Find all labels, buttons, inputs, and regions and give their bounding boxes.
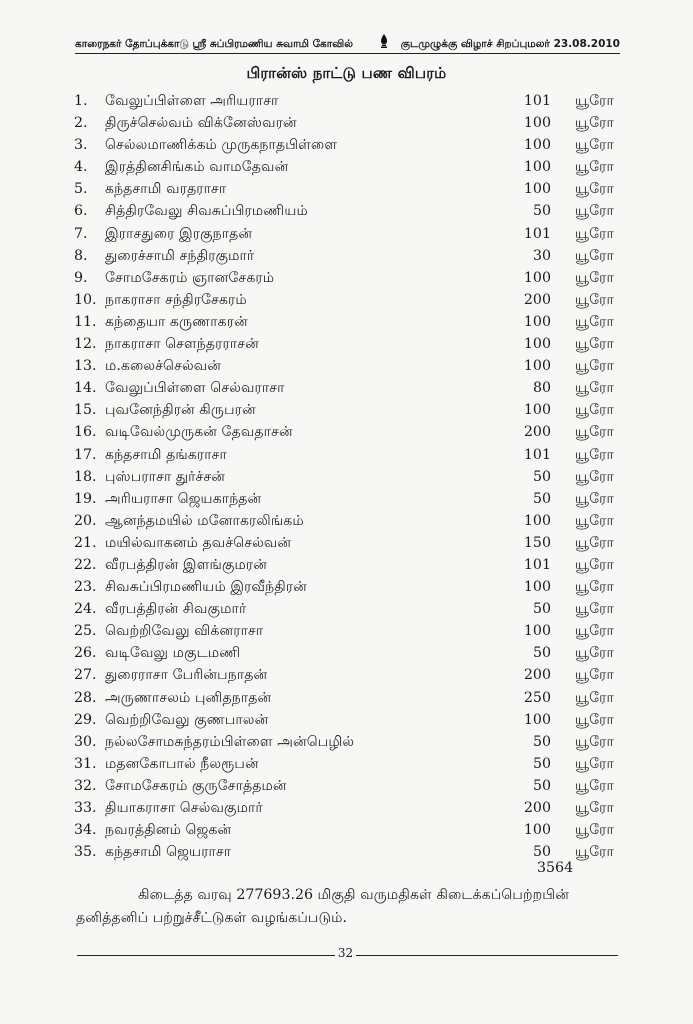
donation-amount: 100 bbox=[523, 358, 551, 375]
donation-list bbox=[74, 90, 619, 863]
donation-amount: 200 bbox=[523, 667, 551, 684]
donor-name: வெற்றிவேலு குணபாலன் bbox=[105, 711, 269, 728]
list-item bbox=[74, 245, 619, 267]
list-item bbox=[74, 90, 619, 112]
list-item bbox=[74, 377, 619, 399]
donor-name: கந்தசாமி வரதராசா bbox=[105, 181, 227, 198]
donation-amount: 100 bbox=[523, 115, 551, 132]
donation-amount: 200 bbox=[523, 424, 551, 441]
donor-name: துரைராசா பேரின்பநாதன் bbox=[105, 667, 268, 684]
temple-lamp-icon bbox=[379, 34, 389, 48]
list-item bbox=[74, 532, 619, 554]
donor-name: நாகராசா சந்திரசேகரம் bbox=[105, 291, 247, 308]
donation-amount: 100 bbox=[523, 137, 551, 154]
header-souvenir-date: குடமுழுக்கு விழாச் சிறப்புமலர் 23.08.2010 bbox=[400, 38, 620, 50]
list-item bbox=[74, 355, 619, 377]
currency-label: யூரோ bbox=[575, 291, 614, 308]
currency-label: யூரோ bbox=[575, 269, 614, 286]
currency-label: யூரோ bbox=[575, 755, 614, 772]
entry-number: 32. bbox=[74, 777, 97, 794]
donation-amount: 50 bbox=[532, 601, 551, 618]
list-item bbox=[74, 421, 619, 443]
donor-name: வீரபத்திரன் இளங்குமரன் bbox=[105, 556, 267, 573]
currency-label: யூரோ bbox=[575, 822, 614, 839]
list-item bbox=[74, 267, 619, 289]
currency-label: யூரோ bbox=[575, 313, 614, 330]
donation-amount: 100 bbox=[523, 313, 551, 330]
entry-number: 3. bbox=[74, 137, 88, 154]
donation-amount: 50 bbox=[532, 844, 551, 861]
page-title: பிரான்ஸ் நாட்டு பண விபரம் bbox=[246, 64, 447, 82]
currency-label: யூரோ bbox=[575, 733, 614, 750]
donation-amount: 100 bbox=[523, 269, 551, 286]
currency-label: யூரோ bbox=[575, 137, 614, 154]
entry-number: 8. bbox=[74, 247, 88, 264]
currency-label: யூரோ bbox=[575, 181, 614, 198]
donation-amount: 101 bbox=[523, 93, 551, 109]
donor-name: நல்லசோமசுந்தரம்பிள்ளை அன்பெழில் bbox=[105, 733, 355, 750]
donation-amount: 101 bbox=[523, 225, 551, 242]
list-item bbox=[74, 333, 619, 355]
list-item bbox=[74, 289, 619, 311]
donation-amount: 50 bbox=[532, 203, 551, 220]
entry-number: 11. bbox=[74, 313, 97, 330]
currency-label: யூரோ bbox=[575, 844, 614, 861]
footer-divider-left bbox=[77, 955, 335, 956]
donor-name: சித்திரவேலு சிவசுப்பிரமணியம் bbox=[105, 203, 308, 220]
entry-number: 5. bbox=[74, 181, 88, 198]
list-item bbox=[74, 554, 619, 576]
donor-name: வேலுப்பிள்ளை அரியராசா bbox=[105, 93, 279, 109]
donation-amount: 80 bbox=[532, 380, 551, 397]
list-item bbox=[74, 819, 619, 841]
entry-number: 2. bbox=[74, 115, 88, 132]
donation-amount: 200 bbox=[523, 800, 551, 816]
note-line-1: கிடைத்த வரவு 277693.26 மிகுதி வருமதிகள் கிடைக்கப்பெற்றபின் bbox=[138, 887, 570, 903]
donor-name: ஆனந்தமயில் மனோகரலிங்கம் bbox=[105, 512, 304, 529]
entry-number: 4. bbox=[74, 159, 88, 176]
entry-number: 16. bbox=[74, 424, 97, 441]
donation-amount: 100 bbox=[523, 711, 551, 728]
currency-label: யூரோ bbox=[575, 225, 614, 242]
donation-amount: 50 bbox=[532, 645, 551, 662]
entry-number: 24. bbox=[74, 601, 97, 618]
donation-amount: 100 bbox=[523, 822, 551, 839]
donor-name: ம.கலைச்செல்வன் bbox=[105, 358, 222, 375]
entry-number: 14. bbox=[74, 380, 97, 397]
donation-amount: 50 bbox=[532, 490, 551, 507]
currency-label: யூரோ bbox=[575, 490, 614, 507]
entry-number: 7. bbox=[74, 225, 88, 242]
currency-label: யூரோ bbox=[575, 689, 614, 706]
entry-number: 10. bbox=[74, 291, 97, 308]
list-item bbox=[74, 200, 619, 222]
donor-name: கந்தசாமி ஜெயராசா bbox=[105, 844, 232, 861]
currency-label: யூரோ bbox=[575, 247, 614, 264]
entry-number: 28. bbox=[74, 689, 97, 706]
donor-name: வெற்றிவேலு விக்னராசா bbox=[105, 623, 264, 640]
list-item bbox=[74, 399, 619, 421]
list-item bbox=[74, 709, 619, 731]
donor-name: இராசதுரை இரகுநாதன் bbox=[105, 225, 253, 242]
currency-label: யூரோ bbox=[575, 601, 614, 618]
currency-label: யூரோ bbox=[575, 623, 614, 640]
donation-amount: 101 bbox=[523, 446, 551, 463]
header-temple-name: காரைநகர் தோப்புக்காடு ஸ்ரீ சுப்பிரமணிய சுவாமி கோவில் bbox=[75, 38, 353, 50]
currency-label: யூரோ bbox=[575, 579, 614, 596]
donation-amount: 250 bbox=[523, 689, 551, 706]
donor-name: புவனேந்திரன் கிருபரன் bbox=[105, 402, 256, 419]
currency-label: யூரோ bbox=[575, 534, 614, 551]
list-item bbox=[74, 687, 619, 709]
list-item bbox=[74, 576, 619, 598]
list-item bbox=[74, 598, 619, 620]
donor-name: கந்தையா கருணாகரன் bbox=[105, 313, 248, 330]
donor-name: மதனகோபால் நீலரூபன் bbox=[105, 755, 259, 772]
total-amount: 3564 bbox=[537, 860, 574, 876]
entry-number: 19. bbox=[74, 490, 97, 507]
list-item bbox=[74, 134, 619, 156]
entry-number: 34. bbox=[74, 822, 97, 839]
currency-label: யூரோ bbox=[575, 402, 614, 419]
list-item bbox=[74, 178, 619, 200]
currency-label: யூரோ bbox=[575, 380, 614, 397]
donor-name: இரத்தினசிங்கம் வாமதேவன் bbox=[105, 159, 289, 176]
list-item bbox=[74, 642, 619, 664]
donor-name: மயில்வாகனம் தவச்செல்வன் bbox=[105, 534, 292, 551]
entry-number: 29. bbox=[74, 711, 97, 728]
list-item bbox=[74, 156, 619, 178]
currency-label: யூரோ bbox=[575, 358, 614, 375]
entry-number: 17. bbox=[74, 446, 97, 463]
list-item bbox=[74, 620, 619, 642]
currency-label: யூரோ bbox=[575, 468, 614, 485]
entry-number: 25. bbox=[74, 623, 97, 640]
entry-number: 31. bbox=[74, 755, 97, 772]
entry-number: 18. bbox=[74, 468, 97, 485]
entry-number: 23. bbox=[74, 579, 97, 596]
entry-number: 13. bbox=[74, 358, 97, 375]
currency-label: யூரோ bbox=[575, 711, 614, 728]
donor-name: சிவசுப்பிரமணியம் இரவீந்திரன் bbox=[105, 579, 307, 596]
donor-name: நவரத்தினம் ஜெகன் bbox=[105, 822, 232, 839]
donor-name: வடிவேல்முருகன் தேவதாசன் bbox=[105, 424, 293, 441]
list-item bbox=[74, 731, 619, 753]
donation-amount: 50 bbox=[532, 733, 551, 750]
donor-name: திருச்செல்வம் விக்னேஸ்வரன் bbox=[105, 115, 297, 132]
list-item bbox=[74, 466, 619, 488]
page-number: 32 bbox=[337, 946, 354, 960]
entry-number: 35. bbox=[74, 844, 97, 861]
list-item bbox=[74, 753, 619, 775]
entry-number: 22. bbox=[74, 556, 97, 573]
donation-amount: 50 bbox=[532, 755, 551, 772]
donor-name: வடிவேலு மகுடமணி bbox=[105, 645, 241, 662]
currency-label: யூரோ bbox=[575, 446, 614, 463]
entry-number: 15. bbox=[74, 402, 97, 419]
donor-name: துரைச்சாமி சந்திரகுமார் bbox=[105, 247, 255, 264]
currency-label: யூரோ bbox=[575, 777, 614, 794]
entry-number: 21. bbox=[74, 534, 97, 551]
donor-name: வேலுப்பிள்ளை செல்வராசா bbox=[105, 380, 285, 397]
list-item bbox=[74, 112, 619, 134]
currency-label: யூரோ bbox=[575, 115, 614, 132]
entry-number: 27. bbox=[74, 667, 97, 684]
donation-amount: 100 bbox=[523, 181, 551, 198]
entry-number: 9. bbox=[74, 269, 88, 286]
donation-amount: 100 bbox=[523, 402, 551, 419]
donor-name: நாகராசா சௌந்தரராசன் bbox=[105, 336, 259, 353]
donor-name: அருணாசலம் புனிதநாதன் bbox=[105, 689, 272, 706]
currency-label: யூரோ bbox=[575, 424, 614, 441]
donation-amount: 101 bbox=[523, 556, 551, 573]
list-item bbox=[74, 444, 619, 466]
donation-amount: 150 bbox=[523, 534, 551, 551]
donation-amount: 30 bbox=[532, 247, 551, 264]
list-item bbox=[74, 488, 619, 510]
donor-name: வீரபத்திரன் சிவகுமார் bbox=[105, 601, 247, 618]
donation-amount: 100 bbox=[523, 159, 551, 176]
list-item bbox=[74, 664, 619, 686]
currency-label: யூரோ bbox=[575, 667, 614, 684]
list-item bbox=[74, 775, 619, 797]
currency-label: யூரோ bbox=[575, 645, 614, 662]
entry-number: 12. bbox=[74, 336, 97, 353]
list-item bbox=[74, 311, 619, 333]
donation-amount: 200 bbox=[523, 291, 551, 308]
note-paragraph bbox=[76, 884, 621, 930]
donor-name: கந்தசாமி தங்கராசா bbox=[105, 446, 227, 463]
list-item bbox=[74, 510, 619, 532]
donor-name: சோமசேகரம் குருசோத்தமன் bbox=[105, 777, 287, 794]
donor-name: செல்லமாணிக்கம் முருகநாதபிள்ளை bbox=[105, 137, 338, 154]
donation-amount: 50 bbox=[532, 777, 551, 794]
currency-label: யூரோ bbox=[575, 159, 614, 176]
entry-number: 26. bbox=[74, 645, 97, 662]
currency-label: யூரோ bbox=[575, 203, 614, 220]
list-item bbox=[74, 797, 619, 819]
currency-label: யூரோ bbox=[575, 556, 614, 573]
entry-number: 1. bbox=[74, 93, 88, 109]
note-line-2: தனித்தனிப் பற்றுச்சீட்டுகள் வழங்கப்படும். bbox=[76, 910, 348, 926]
donor-name: அரியராசா ஜெயகாந்தன் bbox=[105, 490, 262, 507]
donation-amount: 50 bbox=[532, 468, 551, 485]
donor-name: சோமசேகரம் ஞானசேகரம் bbox=[105, 269, 275, 286]
donation-amount: 100 bbox=[523, 623, 551, 640]
donor-name: புஸ்பராசா துர்ச்சன் bbox=[105, 468, 226, 485]
currency-label: யூரோ bbox=[575, 336, 614, 353]
entry-number: 30. bbox=[74, 733, 97, 750]
donation-amount: 100 bbox=[523, 336, 551, 353]
header-divider bbox=[75, 53, 620, 54]
donor-name: தியாகராசா செல்வகுமார் bbox=[105, 800, 263, 816]
currency-label: யூரோ bbox=[575, 93, 614, 109]
list-item bbox=[74, 223, 619, 245]
entry-number: 20. bbox=[74, 512, 97, 529]
donation-amount: 100 bbox=[523, 579, 551, 596]
currency-label: யூரோ bbox=[575, 800, 614, 816]
footer-divider-right bbox=[356, 955, 618, 956]
entry-number: 33. bbox=[74, 800, 97, 816]
currency-label: யூரோ bbox=[575, 512, 614, 529]
entry-number: 6. bbox=[74, 203, 88, 220]
donation-amount: 100 bbox=[523, 512, 551, 529]
